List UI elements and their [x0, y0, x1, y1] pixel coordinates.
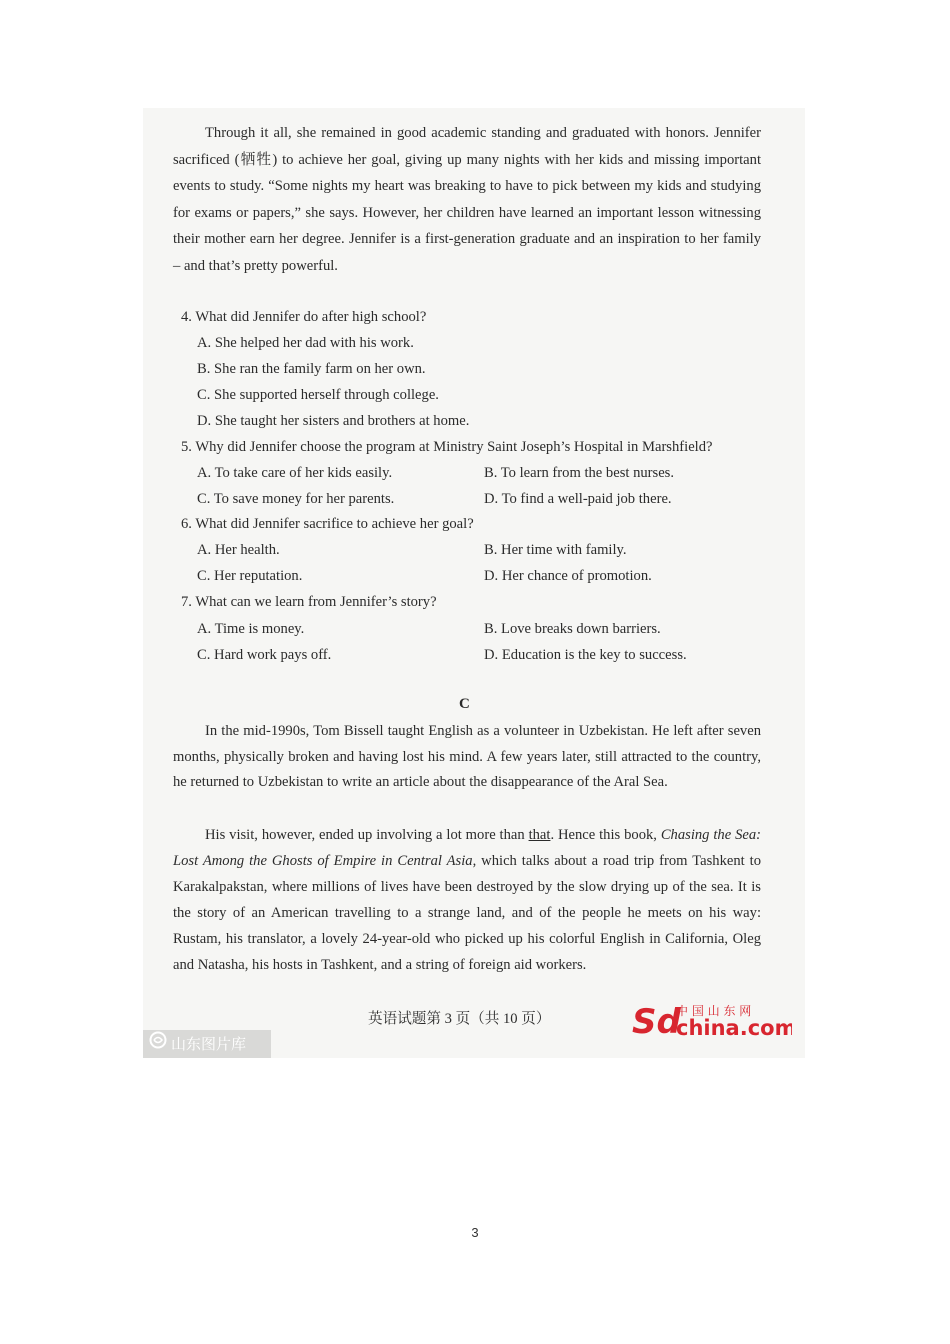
- logo-main-text: china.com: [676, 1016, 792, 1039]
- book-title: Chasing the Sea: Lost Among the Ghosts of Empire in Central Asia: [173, 827, 762, 869]
- question-7-option-a: A. Time is money.: [197, 621, 305, 637]
- text-run: His visit, however, ended up involving a lot more than: [205, 827, 529, 843]
- question-7-option-d: D. Education is the key to success.: [484, 647, 687, 663]
- question-4-option-b: B. She ran the family farm on her own.: [197, 361, 426, 377]
- passage-c-paragraph-2: [173, 822, 761, 978]
- question-7-option-c: C. Hard work pays off.: [197, 647, 332, 663]
- sdchina-logo: [632, 999, 792, 1039]
- passage-c-paragraph-1: [173, 719, 761, 796]
- swirl-icon: [149, 1030, 167, 1058]
- paragraph-text: [173, 822, 761, 978]
- watermark-text: 山东图片库: [171, 1035, 247, 1053]
- question-5-option-a: A. To take care of her kids easily.: [197, 465, 393, 481]
- question-4-option-d: D. She taught her sisters and brothers at home.: [197, 413, 470, 429]
- watermark-logo: [143, 1030, 271, 1058]
- passage-b-closing-paragraph: [173, 120, 761, 279]
- exam-page-label: 英语试题第 3 页（共 10 页）: [368, 1011, 551, 1027]
- question-7-stem: 7. What can we learn from Jennifer’s story?: [181, 594, 437, 610]
- question-6-stem: 6. What did Jennifer sacrifice to achieve her goal?: [181, 516, 474, 532]
- paragraph-text: Through it all, she remained in good academic standing and graduated with honors. Jennifer sacrificed (牺牲) to achieve her goal, giving up many nights with her kids and missing important events to study. “Some nights my heart was breaking to have to pick between my kids and studying for exams or papers,” she says. However, her children have learned an important lesson witnessing their mother earn her degree. Jennifer is a first-generation graduate and an inspiration to her family – and that’s pretty powerful.: [173, 125, 761, 274]
- question-5-option-b: B. To learn from the best nurses.: [484, 465, 675, 481]
- text-run: . Hence this book,: [550, 827, 661, 843]
- question-6-option-a: A. Her health.: [197, 542, 280, 558]
- logo-top-text: 中 国 山 东 网: [676, 1004, 752, 1018]
- question-5-option-d: D. To find a well-paid job there.: [484, 491, 672, 507]
- question-6-option-b: B. Her time with family.: [484, 542, 627, 558]
- question-4-stem: 4. What did Jennifer do after high school?: [181, 309, 427, 325]
- logo-prefix: Sd: [632, 1002, 681, 1039]
- question-6-option-c: C. Her reputation.: [197, 568, 303, 584]
- underlined-word: that: [528, 827, 551, 843]
- question-4-option-a: A. She helped her dad with his work.: [197, 335, 414, 351]
- section-heading-c: C: [459, 696, 470, 712]
- page-number: 3: [471, 1225, 479, 1240]
- question-4-option-c: C. She supported herself through college.: [197, 387, 439, 403]
- text-run: , which talks about a road trip from Tashkent to Karakalpakstan, where millions of lives have been destroyed by the slow drying up of the sea. It is the story of an American travelling to a strange land, and of the people he meets on his way: Rustam, his translator, a lovely 24-year-old who picked up his colorful English in California, Oleg and Natasha, his hosts in Tashkent, and a string of foreign aid workers.: [173, 853, 761, 973]
- question-5-option-c: C. To save money for her parents.: [197, 491, 395, 507]
- sdchina-logo-icon: [632, 999, 792, 1039]
- paragraph-text: In the mid-1990s, Tom Bissell taught English as a volunteer in Uzbekistan. He left after seven months, physically broken and having lost his mind. A few years later, still attracted to the country, he returned to Uzbekistan to write an article about the disappearance of the Aral Sea.: [173, 723, 761, 790]
- question-5-stem: 5. Why did Jennifer choose the program at Ministry Saint Joseph’s Hospital in Marshfield?: [181, 439, 713, 455]
- question-6-option-d: D. Her chance of promotion.: [484, 568, 652, 584]
- question-7-option-b: B. Love breaks down barriers.: [484, 621, 661, 637]
